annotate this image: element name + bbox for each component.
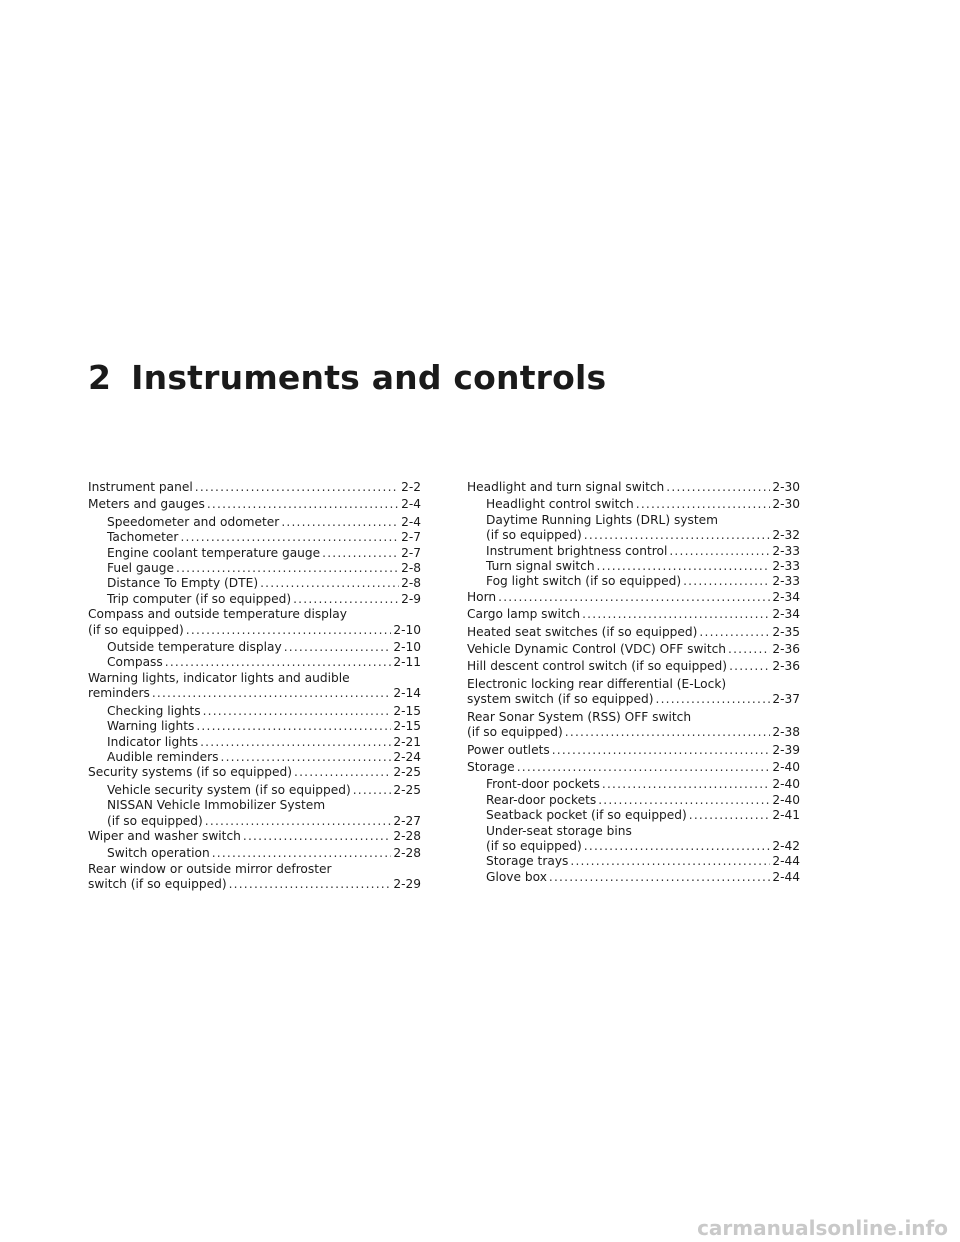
toc-entry-title: Storage trays xyxy=(486,854,569,869)
dot-leader xyxy=(699,625,770,640)
toc-entry-title: Tachometer xyxy=(107,530,179,545)
toc-entry-title: Audible reminders xyxy=(107,749,219,764)
toc-entry[interactable] xyxy=(467,480,800,495)
toc-entry-title: Distance To Empty (DTE) xyxy=(107,576,259,591)
toc-entry-line xyxy=(486,777,800,792)
toc-entry-title: Heated seat switches (if so equipped) xyxy=(467,624,698,639)
toc-entry-line xyxy=(467,659,800,674)
dot-leader xyxy=(729,659,770,674)
dot-leader xyxy=(498,590,770,605)
toc-entry-title-line: Electronic locking rear differential (E-Lock) xyxy=(467,676,727,691)
toc-page-number: 2-33 xyxy=(772,559,800,574)
dot-leader xyxy=(584,839,771,854)
toc-entry[interactable] xyxy=(88,765,421,780)
dot-leader xyxy=(683,574,770,589)
dot-leader xyxy=(552,743,771,758)
toc-entry-line xyxy=(107,546,421,561)
toc-entry-line xyxy=(107,735,421,750)
toc-entry-line xyxy=(88,877,421,892)
toc-page-number: 2-11 xyxy=(393,655,421,670)
toc-entry-line xyxy=(107,515,421,530)
toc-left-column xyxy=(88,480,421,895)
toc-entry-line xyxy=(88,765,421,780)
toc-entry-title: (if so equipped) xyxy=(88,622,184,637)
toc-page-number: 2-29 xyxy=(393,877,421,892)
dot-leader xyxy=(200,735,391,750)
toc-subentry[interactable] xyxy=(88,640,421,655)
toc-subentry[interactable] xyxy=(467,777,800,792)
toc-subentry[interactable] xyxy=(467,574,800,589)
toc-entry-title: Storage xyxy=(467,759,515,774)
toc-entry-title: Glove box xyxy=(486,869,547,884)
toc-entry-title: Warning lights xyxy=(107,719,195,734)
watermark: carmanualsonline.info xyxy=(697,1216,948,1240)
toc-entry-title: Indicator lights xyxy=(107,734,199,749)
toc-entry-line xyxy=(467,642,800,657)
toc-entry-title: (if so equipped) xyxy=(107,813,203,828)
toc-page-number: 2-24 xyxy=(393,749,421,764)
toc-entry-line xyxy=(467,625,800,640)
dot-leader xyxy=(728,642,770,657)
toc-entry[interactable] xyxy=(88,480,421,495)
toc-entry[interactable] xyxy=(88,497,421,512)
toc-entry-title: Instrument panel xyxy=(88,480,193,494)
toc-entry-line xyxy=(107,640,421,655)
dot-leader xyxy=(582,607,770,622)
dot-leader xyxy=(212,846,392,861)
toc-entry-title: system switch (if so equipped) xyxy=(467,692,654,707)
toc-subentry[interactable] xyxy=(88,783,421,798)
toc-page-number: 2-36 xyxy=(772,642,800,657)
toc-page-number: 2-30 xyxy=(772,497,800,512)
toc-entry-title-line: Under-seat storage bins xyxy=(486,823,632,838)
toc-entry-title: Hill descent control switch (if so equipped) xyxy=(467,659,728,674)
toc-entry-line xyxy=(486,854,800,869)
toc-entry[interactable] xyxy=(467,677,800,708)
toc-entry-title: Cargo lamp switch xyxy=(467,607,581,622)
toc-entry-line xyxy=(486,528,800,543)
toc-subentry[interactable] xyxy=(467,808,800,823)
dot-leader xyxy=(281,515,399,530)
toc-entry-line xyxy=(467,607,800,622)
toc-page-number: 2-44 xyxy=(772,869,800,884)
toc-entry[interactable] xyxy=(467,590,800,605)
toc-entry-title: Meters and gauges xyxy=(88,497,205,512)
toc-page-number: 2-9 xyxy=(401,591,421,606)
toc-entry[interactable] xyxy=(467,760,800,775)
toc-page-number: 2-40 xyxy=(772,777,800,792)
toc-entry-line xyxy=(88,497,421,512)
toc-entry-title: Vehicle security system (if so equipped) xyxy=(107,782,351,797)
toc-entry-title: Instrument brightness control xyxy=(486,543,668,558)
toc-page-number: 2-4 xyxy=(401,497,421,512)
toc-entry-title: Wiper and washer switch xyxy=(88,828,241,843)
toc-entry[interactable] xyxy=(467,625,800,640)
toc-subentry[interactable] xyxy=(467,824,800,855)
toc-entry-line xyxy=(486,870,800,885)
toc-entry-title: Fog light switch (if so equipped) xyxy=(486,574,682,589)
toc-page-number: 2-27 xyxy=(393,813,421,828)
dot-leader xyxy=(284,640,392,655)
toc-entry[interactable] xyxy=(467,659,800,674)
toc-subentry[interactable] xyxy=(467,870,800,885)
toc-page-number: 2-25 xyxy=(393,782,421,797)
dot-leader xyxy=(205,814,392,829)
toc-subentry[interactable] xyxy=(467,497,800,512)
toc-page-number: 2-10 xyxy=(393,640,421,655)
toc-subentry[interactable] xyxy=(88,846,421,861)
dot-leader xyxy=(598,793,770,808)
toc-page-number: 2-8 xyxy=(401,576,421,591)
toc-entry-line xyxy=(467,725,800,740)
dot-leader xyxy=(203,704,392,719)
toc-entry-title: Horn xyxy=(467,589,497,604)
toc-subentry[interactable] xyxy=(467,513,800,544)
toc-entry-title: reminders xyxy=(88,686,150,701)
toc-entry-line xyxy=(107,655,421,670)
dot-leader xyxy=(570,854,770,869)
toc-page-number: 2-39 xyxy=(772,742,800,757)
toc-entry-title: Checking lights xyxy=(107,703,201,718)
dot-leader xyxy=(196,719,391,734)
toc-entry-title: Speedometer and odometer xyxy=(107,514,280,529)
toc-entry-line xyxy=(107,783,421,798)
toc-page-number: 2-33 xyxy=(772,543,800,558)
toc-entry-title-line: Daytime Running Lights (DRL) system xyxy=(486,512,719,527)
toc-entry-line xyxy=(107,592,421,607)
dot-leader xyxy=(152,686,392,701)
toc-entry-line xyxy=(88,480,421,495)
toc-entry-line xyxy=(88,686,421,701)
toc-subentry[interactable] xyxy=(467,559,800,574)
dot-leader xyxy=(293,592,399,607)
dot-leader xyxy=(666,480,770,495)
toc-subentry[interactable] xyxy=(88,592,421,607)
toc-page-number: 2-15 xyxy=(393,719,421,734)
dot-leader xyxy=(602,777,770,792)
toc-page-number: 2-14 xyxy=(393,686,421,701)
toc-page-number: 2-36 xyxy=(772,659,800,674)
toc-entry-line xyxy=(486,559,800,574)
toc-entry-title: (if so equipped) xyxy=(486,528,582,543)
toc-page-number: 2-7 xyxy=(401,530,421,545)
toc-page-number: 2-4 xyxy=(401,514,421,529)
toc-page-number: 2-30 xyxy=(772,480,800,494)
toc-entry-title: Trip computer (if so equipped) xyxy=(107,591,292,606)
toc-entry-title: Rear-door pockets xyxy=(486,792,597,807)
toc-entry-line xyxy=(486,793,800,808)
toc-subentry[interactable] xyxy=(88,704,421,719)
toc-subentry[interactable] xyxy=(88,750,421,765)
toc-subentry[interactable] xyxy=(467,793,800,808)
chapter-title xyxy=(88,358,606,397)
toc-entry-title-line: Rear Sonar System (RSS) OFF switch xyxy=(467,709,692,724)
toc-entry-title: Engine coolant temperature gauge xyxy=(107,545,321,560)
toc-entry-line xyxy=(467,760,800,775)
dot-leader xyxy=(656,692,771,707)
toc-page-number: 2-33 xyxy=(772,574,800,589)
toc-entry-line xyxy=(486,497,800,512)
toc-right-column xyxy=(467,480,800,885)
toc-entry-line xyxy=(88,623,421,638)
toc-entry[interactable] xyxy=(88,862,421,893)
dot-leader xyxy=(176,561,399,576)
toc-entry-title: Switch operation xyxy=(107,846,210,861)
toc-subentry[interactable] xyxy=(467,544,800,559)
toc-entry-line xyxy=(467,480,800,495)
toc-entry-title: Front-door pockets xyxy=(486,777,600,792)
toc-entry-title: Compass xyxy=(107,655,163,670)
toc-entry-title: Outside temperature display xyxy=(107,640,282,655)
toc-page-number: 2-41 xyxy=(772,808,800,823)
toc-entry[interactable] xyxy=(467,607,800,622)
toc-page-number: 2-28 xyxy=(393,846,421,861)
chapter-title-text: Instruments and controls xyxy=(131,358,607,397)
toc-page-number: 2-32 xyxy=(772,528,800,543)
dot-leader xyxy=(243,829,391,844)
toc-entry-title: (if so equipped) xyxy=(467,725,563,740)
dot-leader xyxy=(689,808,771,823)
toc-entry-line xyxy=(107,846,421,861)
toc-page-number: 2-15 xyxy=(393,703,421,718)
toc-entry-title: Fuel gauge xyxy=(107,561,174,576)
toc-subentry[interactable] xyxy=(88,735,421,750)
toc-entry-line xyxy=(107,814,421,829)
toc-entry-title: Security systems (if so equipped) xyxy=(88,765,292,780)
toc-page-number: 2-7 xyxy=(401,545,421,560)
dot-leader xyxy=(669,544,770,559)
toc-subentry[interactable] xyxy=(88,719,421,734)
dot-leader xyxy=(186,623,392,638)
toc-entry-title: Turn signal switch xyxy=(486,559,595,574)
toc-entry-line xyxy=(486,544,800,559)
toc-entry-line xyxy=(486,839,800,854)
toc-entry[interactable] xyxy=(467,642,800,657)
toc-entry-line xyxy=(107,719,421,734)
toc-page-number: 2-34 xyxy=(772,607,800,622)
toc-subentry[interactable] xyxy=(88,655,421,670)
toc-subentry[interactable] xyxy=(88,530,421,545)
toc-subentry[interactable] xyxy=(88,576,421,591)
dot-leader xyxy=(180,530,399,545)
toc-page-number: 2-38 xyxy=(772,725,800,740)
toc-entry[interactable] xyxy=(88,671,421,702)
toc-entry-line xyxy=(107,576,421,591)
toc-page-number: 2-42 xyxy=(772,838,800,853)
toc-page-number: 2-40 xyxy=(772,792,800,807)
toc-entry-line xyxy=(467,743,800,758)
toc-entry-line xyxy=(107,704,421,719)
toc-page-number: 2-8 xyxy=(401,561,421,576)
dot-leader xyxy=(294,765,391,780)
dot-leader xyxy=(195,480,399,495)
toc-subentry[interactable] xyxy=(88,561,421,576)
dot-leader xyxy=(322,546,399,561)
toc-entry-title-line: NISSAN Vehicle Immobilizer System xyxy=(107,798,326,813)
toc-entry[interactable] xyxy=(88,607,421,638)
toc-page-number: 2-37 xyxy=(772,692,800,707)
toc-entry[interactable] xyxy=(467,710,800,741)
toc-entry-line xyxy=(467,692,800,707)
dot-leader xyxy=(207,497,399,512)
toc-entry[interactable] xyxy=(467,743,800,758)
toc-page-number: 2-44 xyxy=(772,854,800,869)
dot-leader xyxy=(517,760,771,775)
toc-entry[interactable] xyxy=(88,829,421,844)
toc-subentry[interactable] xyxy=(88,798,421,829)
dot-leader xyxy=(353,783,392,798)
dot-leader xyxy=(636,497,771,512)
toc-entry-line xyxy=(107,750,421,765)
toc-page-number: 2-25 xyxy=(393,765,421,780)
dot-leader xyxy=(221,750,392,765)
toc-entry-title: Vehicle Dynamic Control (VDC) OFF switch xyxy=(467,642,727,657)
toc-entry-line xyxy=(107,530,421,545)
dot-leader xyxy=(229,877,392,892)
dot-leader xyxy=(260,576,399,591)
toc-entry-line xyxy=(88,829,421,844)
toc-entry-title: switch (if so equipped) xyxy=(88,877,227,892)
dot-leader xyxy=(165,655,392,670)
toc-subentry[interactable] xyxy=(88,515,421,530)
toc-entry-title-line: Compass and outside temperature display xyxy=(88,607,347,622)
toc-page-number: 2-35 xyxy=(772,624,800,639)
toc-entry-line xyxy=(467,590,800,605)
chapter-number: 2 xyxy=(88,358,112,397)
toc-page-number: 2-34 xyxy=(772,589,800,604)
toc-subentry[interactable] xyxy=(467,854,800,869)
dot-leader xyxy=(584,528,771,543)
toc-page-number: 2-21 xyxy=(393,734,421,749)
dot-leader xyxy=(597,559,771,574)
toc-page-number: 2-40 xyxy=(772,759,800,774)
toc-page-number: 2-28 xyxy=(393,828,421,843)
toc-entry-title: Power outlets xyxy=(467,742,550,757)
toc-entry-title: (if so equipped) xyxy=(486,838,582,853)
toc-entry-line xyxy=(107,561,421,576)
dot-leader xyxy=(565,725,771,740)
toc-page-number: 2-2 xyxy=(401,480,421,494)
dot-leader xyxy=(549,870,770,885)
toc-entry-line xyxy=(486,574,800,589)
toc-entry-title-line: Warning lights, indicator lights and audible xyxy=(88,670,350,685)
toc-page-number: 2-10 xyxy=(393,622,421,637)
toc-entry-title: Seatback pocket (if so equipped) xyxy=(486,808,687,823)
toc-subentry[interactable] xyxy=(88,546,421,561)
toc-entry-title-line: Rear window or outside mirror defroster xyxy=(88,861,332,876)
toc-entry-title: Headlight control switch xyxy=(486,497,634,512)
toc-entry-line xyxy=(486,808,800,823)
toc-entry-title: Headlight and turn signal switch xyxy=(467,480,665,494)
